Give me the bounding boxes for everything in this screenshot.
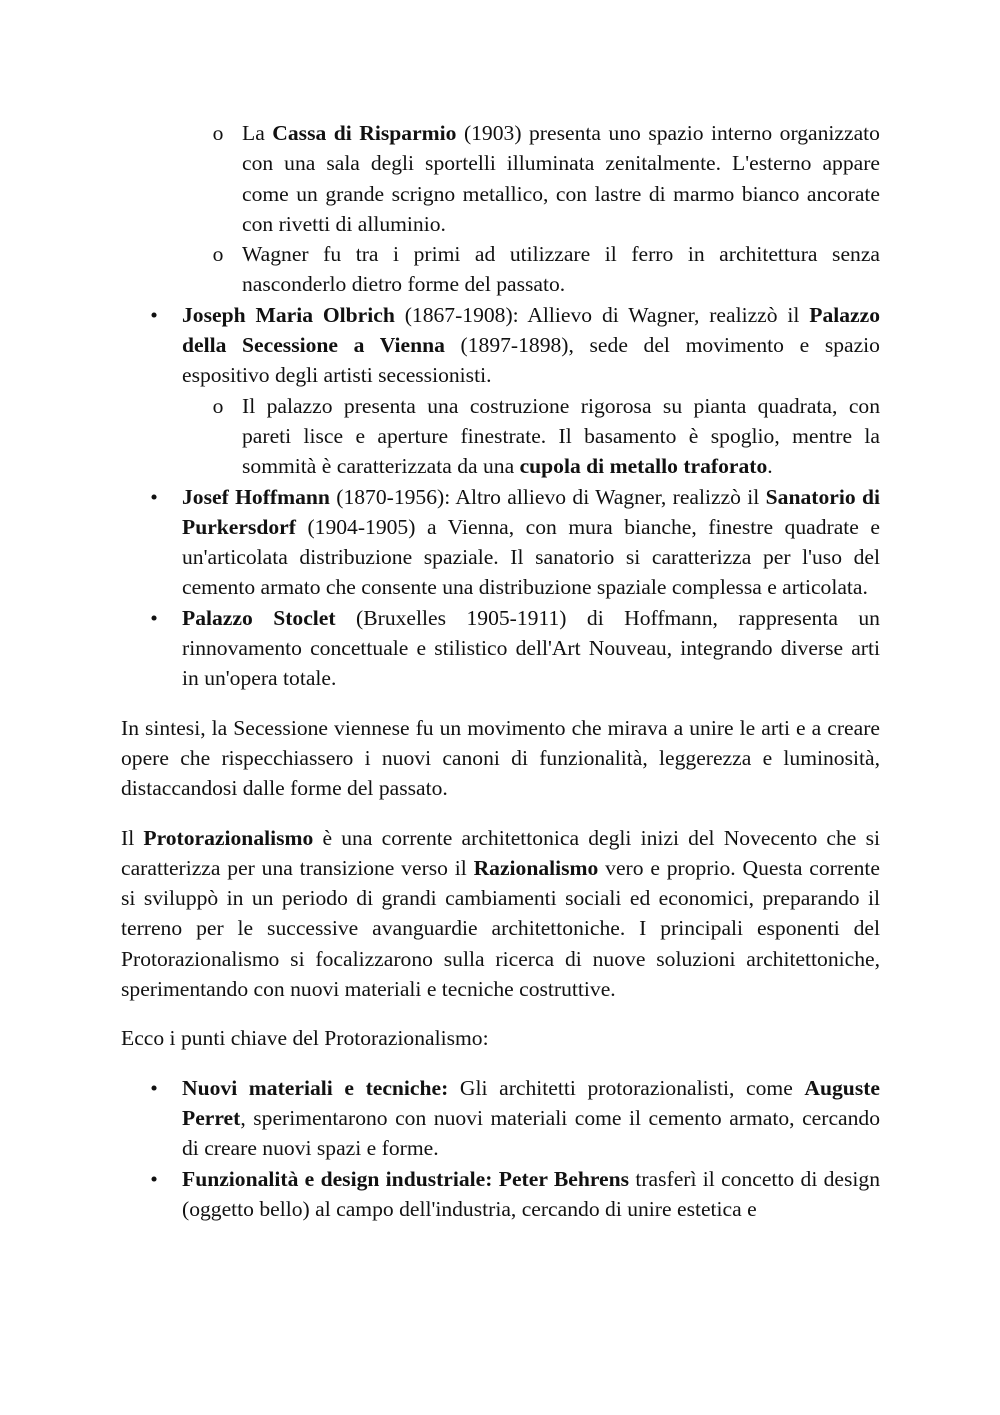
paragraph-spacer bbox=[121, 1054, 880, 1073]
paragraph-spacer bbox=[121, 804, 880, 823]
bullet-list-item bbox=[121, 482, 880, 603]
bold-text: Nuovi materiali e tecniche: bbox=[182, 1075, 449, 1100]
text-run: vero e proprio. Questa corrente si sviluppò in un periodo di grandi cambiamenti sociali ed economici, preparando il terreno per le successive avanguardie architettoniche. I principali esponenti del Protorazionalismo si focalizzarono sulla ricerca di nuove soluzioni architettoniche, sperimentando con nuovi materiali e tecniche costruttive. bbox=[121, 855, 880, 1002]
bold-text: Protorazionalismo bbox=[143, 825, 314, 850]
bold-text: Cassa di Risparmio bbox=[272, 121, 457, 145]
text-run: (Bruxelles 1905-1911) di Hoffmann, rappresenta un rinnovamento concettuale e stilistico dell'Art Nouveau, integrando diverse arti in un'opera totale. bbox=[182, 605, 880, 691]
text-run: Il bbox=[121, 825, 144, 850]
text-run: Ecco i punti chiave del Protorazionalismo: bbox=[121, 1026, 489, 1051]
bold-text: Joseph Maria Olbrich bbox=[182, 302, 395, 327]
bold-text: Sanatorio di Purkersdorf bbox=[182, 484, 881, 539]
bullet-marker: • bbox=[150, 302, 158, 327]
bold-text: cupola di metallo traforato bbox=[519, 454, 768, 479]
text-run: trasferì il concetto di design (oggetto bello) al campo dell'industria, cercando di unire estetica e bbox=[182, 1166, 881, 1221]
bold-text: Josef Hoffmann bbox=[182, 484, 330, 509]
bold-text: Palazzo Stoclet bbox=[182, 605, 336, 630]
body-paragraph bbox=[121, 1023, 880, 1053]
text-run: è una corrente architettonica degli inizi del Novecento che si caratterizza per una transizione verso il bbox=[121, 825, 880, 880]
text-run: (1903) presenta uno spazio interno organizzato con una sala degli sportelli illuminata zenitalmente. L'esterno appare come un grande scrigno metallico, con lastre di marmo bianco ancorate con rivetti di alluminio. bbox=[242, 121, 880, 236]
bold-text: Razionalismo bbox=[473, 855, 599, 880]
bold-text: Funzionalità e design industriale: bbox=[182, 1166, 493, 1191]
text-run: (1870-1956): Altro allievo di Wagner, realizzò il bbox=[329, 484, 766, 509]
bullet-list-item bbox=[121, 300, 880, 391]
text-run: Il palazzo presenta una costruzione rigorosa su pianta quadrata, con pareti lisce e aperture finestrate. Il basamento è spoglio, mentre la sommità è caratterizzata da una bbox=[242, 393, 880, 479]
sub-list-item bbox=[121, 118, 880, 239]
text-run: La bbox=[242, 121, 273, 145]
bullet-marker: • bbox=[150, 484, 158, 509]
sub-list-item bbox=[121, 239, 880, 300]
circle-marker: o bbox=[212, 242, 224, 267]
bullet-marker: • bbox=[150, 1166, 158, 1191]
body-paragraph bbox=[121, 823, 880, 1005]
paragraph-spacer bbox=[121, 694, 880, 713]
text-run: (1897-1898), sede del movimento e spazio espositivo degli artisti secessionisti. bbox=[182, 333, 880, 388]
text-run: (1904-1905) a Vienna, con mura bianche, finestre quadrate e un'articolata distribuzione spaziale. Il sanatorio si caratterizza per l'uso del cemento armato che consente una distribuzione spaziale complessa e articolata. bbox=[182, 514, 880, 600]
body-paragraph bbox=[121, 713, 880, 804]
circle-marker: o bbox=[212, 393, 224, 418]
circle-marker: o bbox=[212, 121, 224, 145]
bold-text: Auguste Perret bbox=[182, 1075, 880, 1130]
bullet-list-item bbox=[121, 1073, 880, 1164]
bold-text: Peter Behrens bbox=[498, 1166, 630, 1191]
text-run: Gli architetti protorazionalisti, come bbox=[448, 1075, 805, 1100]
bullet-list-item bbox=[121, 1164, 880, 1225]
bullet-marker: • bbox=[150, 1075, 158, 1100]
bold-text: Palazzo della Secessione a Vienna bbox=[182, 302, 880, 358]
text-run: In sintesi, la Secessione viennese fu un movimento che mirava a unire le arti e a creare opere che rispecchiassero i nuovi canoni di funzionalità, leggerezza e luminosità, distaccandosi dalle forme del passato. bbox=[121, 715, 880, 801]
document-page bbox=[121, 118, 880, 1224]
bullet-marker: • bbox=[150, 605, 158, 630]
bullet-list-item bbox=[121, 603, 880, 694]
sub-list-item bbox=[121, 391, 880, 482]
text-run: . bbox=[767, 454, 773, 479]
paragraph-spacer bbox=[121, 1004, 880, 1023]
text-run: Wagner fu tra i primi ad utilizzare il ferro in architettura senza nasconderlo dietro forme del passato. bbox=[242, 242, 880, 297]
text-run: , sperimentarono con nuovi materiali come il cemento armato, cercando di creare nuovi spazi e forme. bbox=[182, 1105, 880, 1161]
text-run: (1867-1908): Allievo di Wagner, realizzò il bbox=[394, 302, 810, 327]
